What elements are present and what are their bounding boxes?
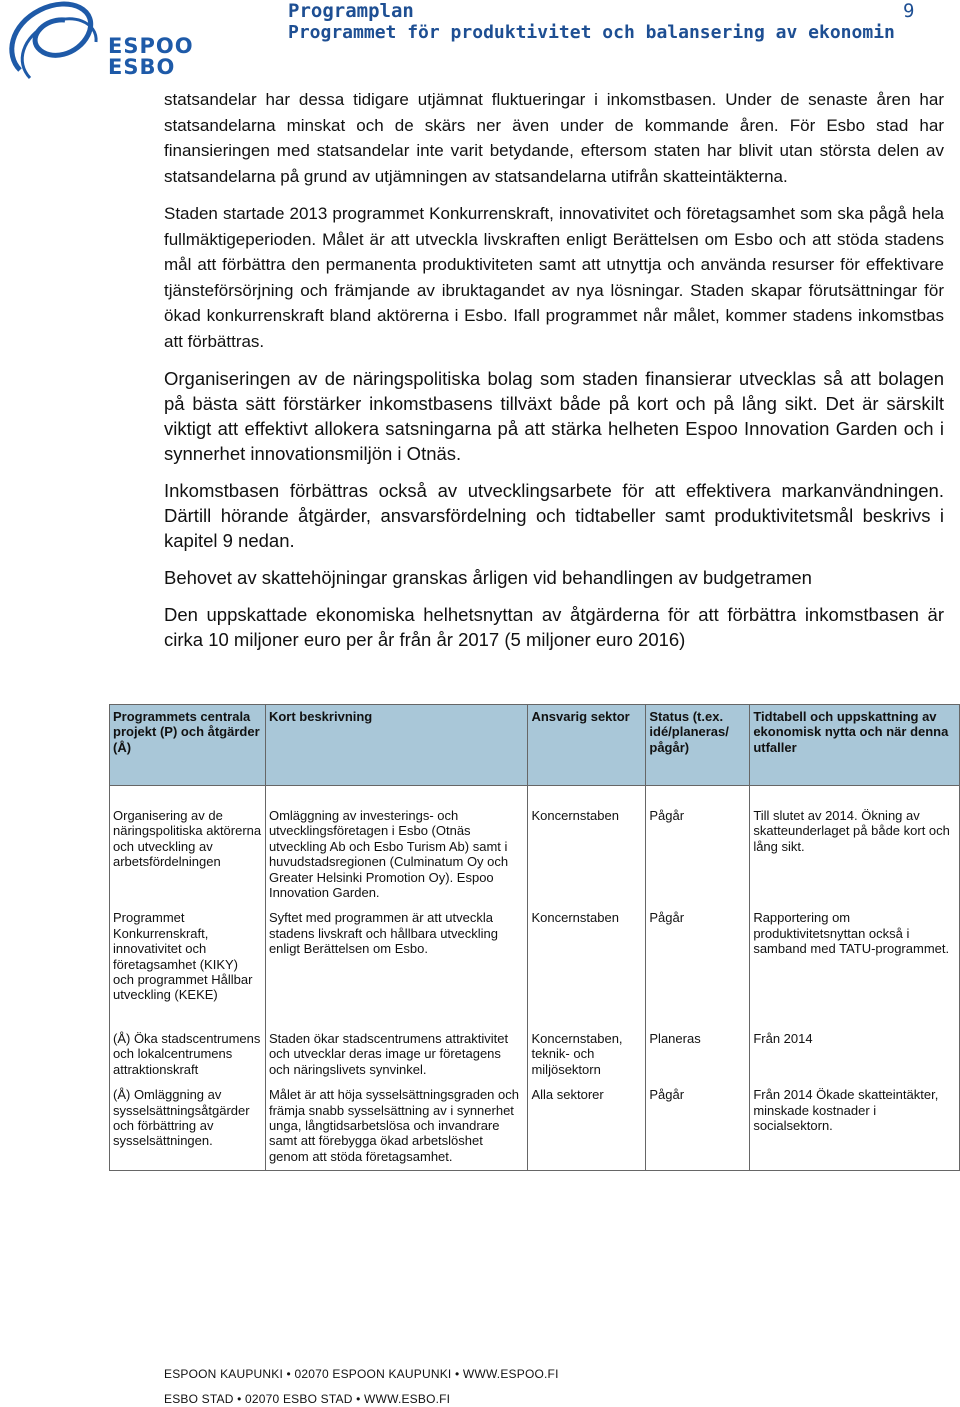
footer-finnish: ESPOON KAUPUNKI • 02070 ESPOON KAUPUNKI • WWW.ESPOO.FI <box>164 1367 559 1381</box>
table-row <box>110 804 960 906</box>
table-cell: Omläggning av investerings- och utvecklingsföretagen i Esbo (Otnäs utveckling Ab och Esbo Turism Ab) samt i huvudstadsregionen (Culminatum Oy och Greater Helsinki Promotion Oy). Espoo Innovation Garden. <box>265 804 528 906</box>
table-cell: Från 2014 <box>750 1027 960 1083</box>
table-cell: Staden ökar stadscentrumens attraktivitet och utvecklar deras image ur företagens och näringslivets synvinkel. <box>265 1027 528 1083</box>
logo-text-line1: ESPOO <box>108 34 194 58</box>
table-cell: Pågår <box>646 906 750 1008</box>
table-cell: Alla sektorer <box>528 1083 646 1171</box>
table-cell: (Å) Öka stadscentrumens och lokalcentrumens attraktionskraft <box>110 1027 266 1083</box>
table-cell: Till slutet av 2014. Ökning av skatteunderlaget på både kort och lång sikt. <box>750 804 960 906</box>
table-cell: Pågår <box>646 804 750 906</box>
footer-swedish: ESBO STAD • 02070 ESBO STAD • WWW.ESBO.FI <box>164 1392 451 1406</box>
table-cell: Planeras <box>646 1027 750 1083</box>
table-cell: Målet är att höja sysselsättningsgraden och främja snabb sysselsättning av i synnerhet unga, långtidsarbetslösa och invandrare samt att förebygga ökad arbetslöshet genom att stöda företagsamhet. <box>265 1083 528 1171</box>
table-header-row <box>110 705 960 786</box>
program-table <box>109 704 960 1171</box>
paragraph: statsandelar har dessa tidigare utjämnat fluktueringar i inkomstbasen. Under de senaste åren har statsandelarna minskat och de skärs ner även under de kommande åren. För Esbo stad har finansieringen med statsandelar inte varit betydande, eftersom staten har blivit utan största delen av statsandelarna på grund av utjämningen av statsandelarna utifrån skatteintäkterna. <box>164 90 944 186</box>
column-header: Status (t.ex. idé/planeras/ pågår) <box>646 705 750 786</box>
paragraph: Inkomstbasen förbättras också av utvecklingsarbete för att effektivera markanvändningen. Därtill hörande åtgärder, ansvarsfördelning och tidtabeller samt produktivitetsmål beskrivs i kapitel 9 nedan. <box>164 480 944 551</box>
table-cell: Programmet Konkurrenskraft, innovativitet och företagsamhet (KIKY) och programmet Hållbar utveckling (KEKE) <box>110 906 266 1008</box>
paragraph: Den uppskattade ekonomiska helhetsnyttan av åtgärderna för att förbättra inkomstbasen är cirka 10 miljoner euro per år från år 2017 (5 miljoner euro 2016) <box>164 604 944 650</box>
document-subtitle: Programmet för produktivitet och balansering av ekonomin <box>288 22 895 43</box>
table-cell: Rapportering om produktivitetsnyttan också i samband med TATU-programmet. <box>750 906 960 1008</box>
table-row <box>110 906 960 1008</box>
paragraph: Organiseringen av de näringspolitiska bolag som staden finansierar utvecklas så att bolagen på bästa sätt förstärker inkomstbasens tillväxt både på kort och på lång sikt. Det är särskilt viktigt att effektivt allokera satsningarna på att stärka helheten Espoo Innovation Garden och i synnerhet innovationsmiljön i Otnäs. <box>164 368 944 464</box>
document-title: Programplan <box>288 0 414 22</box>
paragraph: Staden startade 2013 programmet Konkurrenskraft, innovativitet och företagsamhet som ska pågå hela fullmäktigeperioden. Målet är att utveckla livskraften enligt Berättelsen om Esbo och att stöda stadens mål att förbättra den permanenta produktiviteten samt att utnyttja och använda resurser för effektivare tjänsteförsörjning och främjande av ibruktagandet av nya lösningar. Staden skapar förutsättningar för ökad konkurrenskraft bland aktörerna i Esbo. Ifall programmet når målet, kommer stadens inkomstbas att förbättras. <box>164 204 944 351</box>
column-header: Kort beskrivning <box>265 705 528 786</box>
table-cell: Koncernstaben <box>528 804 646 906</box>
logo-swirl-icon <box>0 0 110 80</box>
table-cell: Koncernstaben, teknik- och miljösektorn <box>528 1027 646 1083</box>
table-cell: Syftet med programmen är att utveckla stadens livskraft och hållbara utveckling enligt Berättelsen om Esbo. <box>265 906 528 1008</box>
column-header: Programmets centrala projekt (P) och åtgärder (Å) <box>110 705 266 786</box>
column-header: Tidtabell och uppskattning av ekonomisk nytta och när denna utfaller <box>750 705 960 786</box>
paragraph: Behovet av skattehöjningar granskas årligen vid behandlingen av budgetramen <box>164 567 812 588</box>
logo-text-line2: ESBO <box>108 55 176 79</box>
table-cell: Koncernstaben <box>528 906 646 1008</box>
espoo-esbo-logo <box>0 0 200 80</box>
table-cell: (Å) Omläggning av sysselsättningsåtgärder och förbättring av sysselsättningen. <box>110 1083 266 1171</box>
table-row <box>110 1083 960 1171</box>
table-cell: Pågår <box>646 1083 750 1171</box>
table-cell: Från 2014 Ökade skatteintäkter, minskade kostnader i socialsektorn. <box>750 1083 960 1171</box>
table-cell: Organisering av de näringspolitiska aktörerna och utveckling av arbetsfördelningen <box>110 804 266 906</box>
body-text <box>164 87 944 664</box>
page-number: 9 <box>903 0 915 22</box>
table-row <box>110 1027 960 1083</box>
column-header: Ansvarig sektor <box>528 705 646 786</box>
